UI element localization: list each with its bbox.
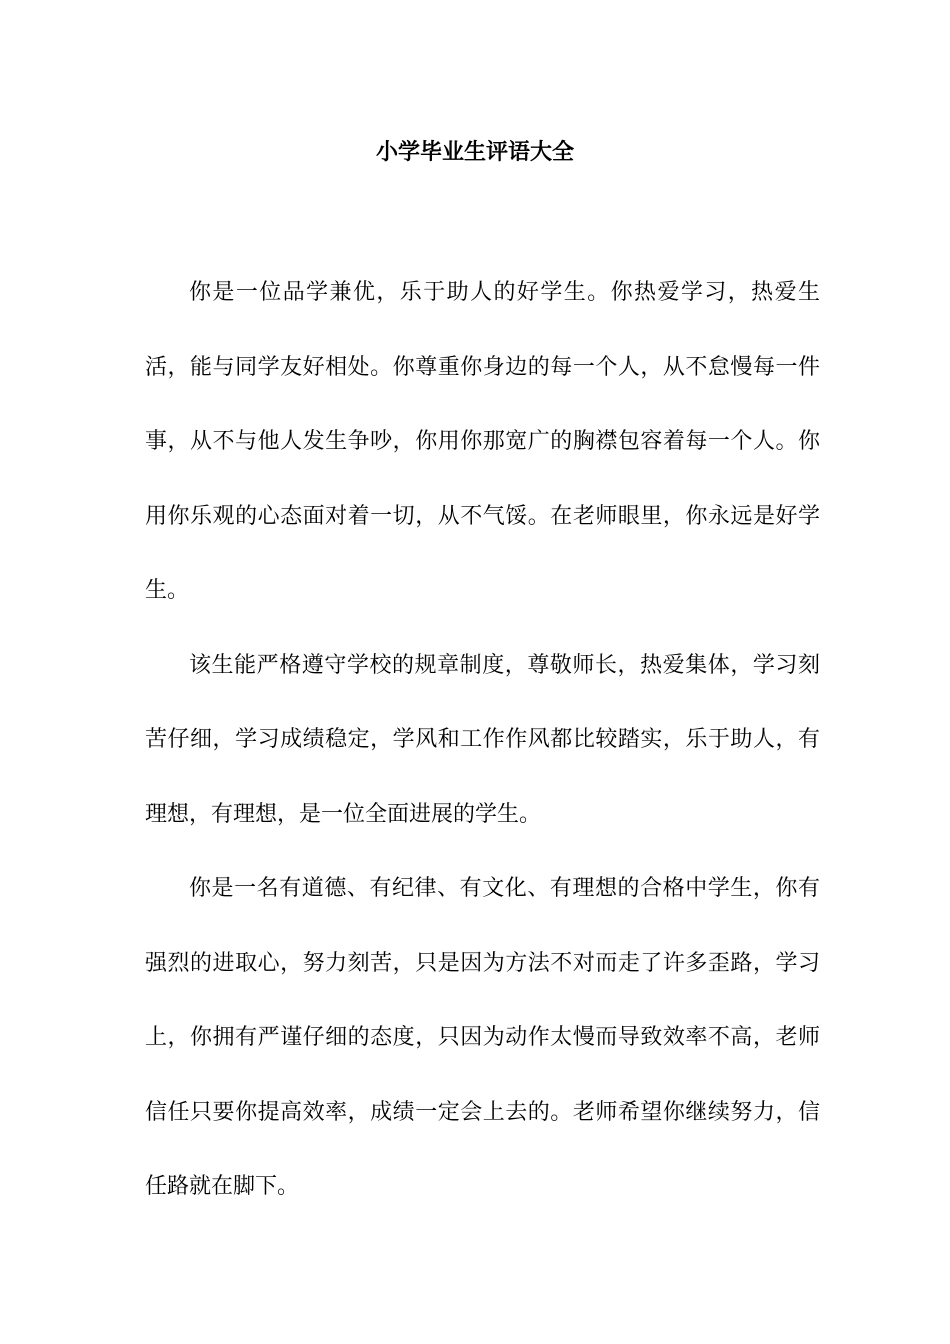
document-title: 小学毕业生评语大全 <box>375 139 574 165</box>
paragraph-2: 该生能严格遵守学校的规章制度，尊敬师长，热爱集体，学习刻苦仔细，学习成绩稳定，学风和工作作风都比较踏实，乐于助人，有理想，有理想，是一位全面进展的学生。 <box>145 652 820 827</box>
paragraph-3: 你是一名有道德、有纪律、有文化、有理想的合格中学生，你有强烈的进取心，努力刻苦，只是因为方法不对而走了许多歪路，学习上，你拥有严谨仔细的态度，只因为动作太慢而导致效率不高，老师信任只要你提高效率，成绩一定会上去的。老师希望你继续努力，信任路就在脚下。 <box>145 876 820 1199</box>
document-body <box>145 256 820 1225</box>
paragraph-1: 你是一位品学兼优，乐于助人的好学生。你热爱学习，热爱生活，能与同学友好相处。你尊重你身边的每一个人，从不怠慢每一件事，从不与他人发生争吵，你用你那宽广的胸襟包容着每一个人。你用你乐观的心态面对着一切，从不气馁。在老师眼里，你永远是好学生。 <box>145 280 820 603</box>
